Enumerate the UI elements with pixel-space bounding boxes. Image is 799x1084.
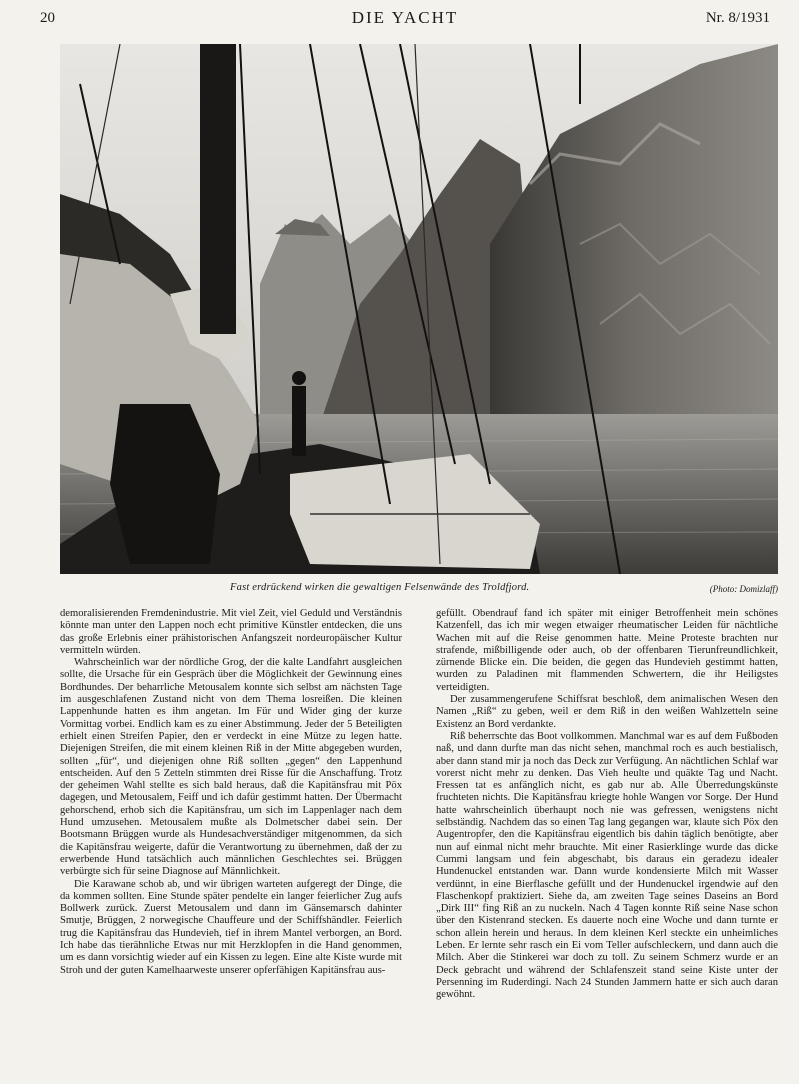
left-column: [60, 608, 402, 1078]
article-body: [60, 608, 778, 1078]
paragraph: Wahrscheinlich war der nördliche Grog, der die kalte Landfahrt ausgleichen sollte, die Ursache für ein Gespräch über die Möglichkeit der Gewinnung eines Bordhundes. Der beharrliche Metousalem konnte sich selbst am nächsten Tage im ausgeschlafenen Zustand nicht von dem Thema losreißen. Die kleinen Lappenhunde hatten es ihm angetan. Im Für und Wider ging der kurze Vormittag vorbei. Endlich kam es zu einer Abstimmung. Jeder der 5 Beteiligten erhielt einen Streifen Papier, den er verdeckt in eine Mütze zu legen hatte. Diejenigen Streifen, die mit einem kleinen Riß in der Mitte abgegeben wurden, sollten „für“, und diejenigen ohne Riß sollten „gegen“ den Lappenhund entscheiden. Auf den 5 Zetteln stimmten drei Risse für die Anschaffung. Trotz der geheimen Wahl stellte es sich bald heraus, daß die Kapitänsfrau mit Pöx dagegen, und Metousalem, Feiff und ich dafür gestimmt hatten. Der Übermacht gehorschend, erhob sich die Kapitänsfrau, um sich im Lappenlager nach dem Hund umzusehen. Metousalem mußte als Dolmetscher dabei sein. Der Bootsmann Brüggen wurde als Hundesachverständiger mitgenommen, da sich die Kapitänsfrau weigerte, dafür die Verantwortung zu übernehmen, daß der zu erwerbende Hund tatsächlich auch männlichen Geschlechtes sei. Brüggen verbürgte sich für seine Diagnose auf Männlichkeit.: [60, 657, 402, 878]
fjord-photograph: [60, 44, 778, 574]
photo-caption-row: [60, 580, 778, 598]
paragraph: demoralisierenden Fremdenindustrie. Mit viel Zeit, viel Geduld und Verständnis könnte man unter den Lappen noch echt primitive Künstler entdecken, die uns das große Erlebnis einer prähistorischen Anfangszeit nordeuropäischer Kultur vermitteln würden.: [60, 608, 402, 656]
paragraph: Riß beherrschte das Boot vollkommen. Manchmal war es auf dem Fußboden naß, und dann durfte man das nicht sehen, manchmal roch es auch bestialisch, aber dann stand mir ja noch das Deck zur Verfügung. An nächtlichen Schlaf war vorerst nicht mehr zu denken. Das Vieh heulte und quäkte Tag und Nacht. Fressen tat es anfänglich nicht, es gab nur ab. Alle Überredungskünste fruchteten nichts. Die Kapitänsfrau kriegte hohle Wangen vor Sorge. Der Hund hatte wahrscheinlich überhaupt noch nie was gefressen, wenigstens nicht selbständig. Nachdem das so einen Tag lang gegangen war, klaute sich Pöx den Augentropfer, den die Kapitänsfrau eigentlich bis dahin täglich benötigte, aber nun auf einmal nicht mehr brauchte. Mit einer Rasierklinge wurde das dicke Cummi langsam und fein abgeschabt, bis daraus ein geradezu idealer Hundenuckel entstanden war. Dann wurde kondensierte Milch mit Wasser verdünnt, in eine Bierflasche gefüllt und der Hundenuckel irgendwie auf den Flaschenkopf praktiziert. Siehe da, am zweiten Tage seines Daseins an Bord „Dirk III“ fing Riß an zu nuckeln. Nach 4 Tagen konnte Riß seine Nase schon über den Kistenrand stecken. Es dauerte noch eine Woche und dann turnte er schon allein herein und heraus. In dem kleinen Kerl steckte ein unheimliches Leben. Er lernte sehr rasch ein Ei vom Teller aufschleckern, und dann auch die Milch. Aber die Stinkerei war doch zu toll. Zu seinem Schmerz wurde er an Deck gebracht und während der Schlafenszeit stand seine Kiste unter der Persenning im Ruderdingi. Nach 24 Stunden Jammern hatte er sich auch daran gewöhnt.: [436, 730, 778, 1001]
paragraph: gefüllt. Obendrauf fand ich später mit einiger Betroffenheit mein schönes Katzenfell, das ich mir wegen etwaiger rheumatischer Leiden für nächtliche Wachen mit auf die Reise genommen hatte. Meine Proteste brachten nur strafende, mißbilligende oder auch, ob der offenbaren Tierunfreundlichkeit, zürnende Blicke ein. Die beiden, die gegen das Hundevieh gestimmt hatten, wurden zu Paladinen mit flammenden Schwertern, die ihr Heiligstes verteidigten.: [436, 608, 778, 693]
fjord-scene-illustration: [60, 44, 778, 574]
page-number: 20: [40, 10, 55, 26]
photo-caption: Fast erdrückend wirken die gewaltigen Felsenwände des Troldfjord.: [230, 582, 530, 593]
journal-title: DIE YACHT: [351, 8, 459, 27]
issue-number: Nr. 8/1931: [705, 10, 770, 26]
paragraph: Die Karawane schob ab, und wir übrigen warteten aufgeregt der Dinge, die da kommen sollten. Eine Stunde später pendelte ein langer feierlicher Zug aufs Bollwerk zurück. Zuerst Metousalem und dann im Gänsemarsch dahinter Smutje, Brüggen, 2 norwegische Chauffeure und der Schiffshändler. Feierlich trug die Kapitänsfrau das Hundevieh, tief in ihrem Mantel verborgen, an Bord. Ich habe das tierähnliche Etwas nur mit Herzklopfen in die Hand genommen, um es dann vorsichtig wieder auf ein Kissen zu legen. Eine alte Kiste wurde mit Stroh und der guten Kamelhaarweste unserer opferfähigen Kapitänsfrau aus-: [60, 878, 402, 976]
paragraph: Der zusammengerufene Schiffsrat beschloß, dem animalischen Wesen den Namen „Riß“ zu geben, weil er dem Riß in den weißen Wahlzetteln seine Existenz an Bord verdankte.: [436, 694, 778, 730]
page-header: [40, 8, 770, 32]
photo-credit: (Photo: Domizlaff): [709, 584, 778, 594]
right-column: [436, 608, 778, 1078]
